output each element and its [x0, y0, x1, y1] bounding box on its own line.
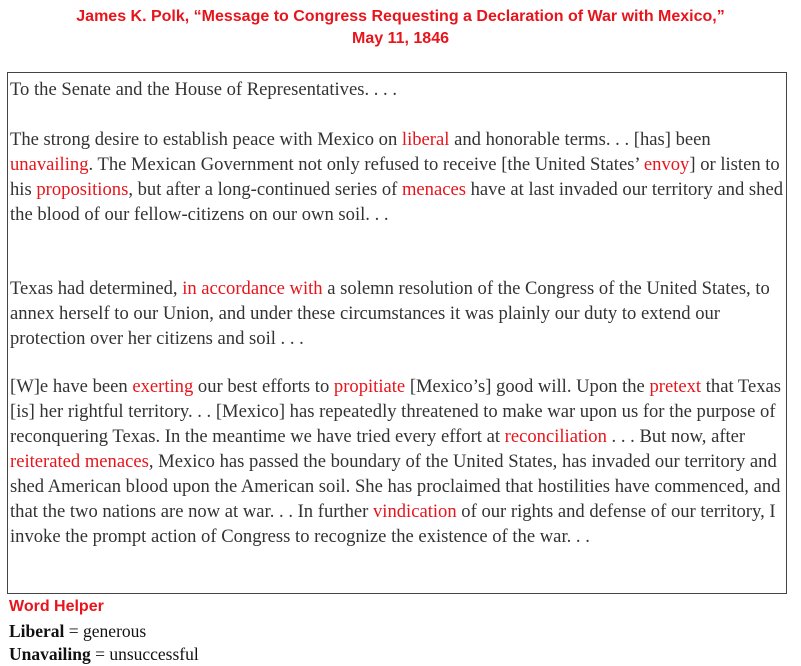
excerpt-box — [7, 72, 787, 594]
helper-word: Liberal — [9, 621, 65, 641]
vocab-word: menaces — [401, 179, 466, 200]
vocab-word: envoy — [643, 154, 690, 175]
title-line-2: May 11, 1846 — [352, 30, 449, 47]
text-segment: that Texas [is] her rightful territory. . . [Mexico] has repeatedly threatened to make war upon us for the purpose of reconquering Texas. In the meantime we have tried every effort at — [10, 376, 782, 447]
vocab-word: reiterated menaces — [10, 451, 149, 472]
text-segment: . The Mexican Government not only refused to receive [the United States’ — [88, 154, 644, 175]
word-helper-entry — [9, 643, 199, 665]
text-segment: of our rights and defense of our territory, I invoke the prompt action of Congress to recognize the existence of the war. . . — [10, 501, 776, 547]
paragraph-salutation: To the Senate and the House of Representatives. . . . — [10, 79, 397, 100]
text-segment: . . . But now, after — [606, 426, 746, 447]
text-segment: [Mexico’s] good will. Upon the — [405, 376, 650, 397]
vocab-word: pretext — [649, 376, 702, 397]
title-line-1: James K. Polk, “Message to Congress Requesting a Declaration of War with Mexico,” — [76, 8, 725, 25]
text-segment: have at last invaded our territory and shed the blood of our fellow-citizens on our own soil. . . — [10, 179, 784, 225]
text-segment: [W]e have been — [10, 376, 133, 397]
text-segment: , but after a long-continued series of — [128, 179, 402, 200]
vocab-word: vindication — [373, 501, 457, 522]
vocab-word: in accordance with — [182, 278, 323, 299]
vocab-word: liberal — [401, 129, 450, 150]
text-segment: a solemn resolution of the Congress of the United States, to annex herself to our Union, and under these circumstances it was plainly our duty to extend our protection over her citizens and soil . . . — [10, 278, 770, 349]
document-title — [0, 6, 801, 50]
vocab-word: reconciliation — [504, 426, 607, 447]
text-segment: and honorable terms. . . [has] been — [449, 129, 711, 150]
text-segment: , Mexico has passed the boundary of the United States, has invaded our territory and shed American blood upon the American soil. She has proclaimed that hostilities have commenced, and that the two nations are now at war. . . In further — [10, 451, 781, 522]
helper-definition: = generous — [64, 621, 147, 641]
vocab-word: exerting — [132, 376, 194, 397]
word-helper-entry — [9, 620, 146, 642]
paragraph-1 — [10, 127, 786, 227]
vocab-word: propitiate — [333, 376, 406, 397]
text-segment: our best efforts to — [193, 376, 334, 397]
text-segment: Texas had determined, — [10, 278, 183, 299]
vocab-word: unavailing — [10, 154, 89, 175]
vocab-word: propositions — [36, 179, 129, 200]
text-segment: ] or listen to his — [10, 154, 780, 200]
helper-definition: = unsuccessful — [90, 644, 199, 664]
helper-word: Unavailing — [9, 644, 91, 664]
paragraph-2 — [10, 276, 786, 351]
text-segment: The strong desire to establish peace with Mexico on — [10, 129, 402, 150]
paragraph-3 — [10, 374, 786, 549]
word-helper-title: Word Helper — [9, 598, 104, 615]
